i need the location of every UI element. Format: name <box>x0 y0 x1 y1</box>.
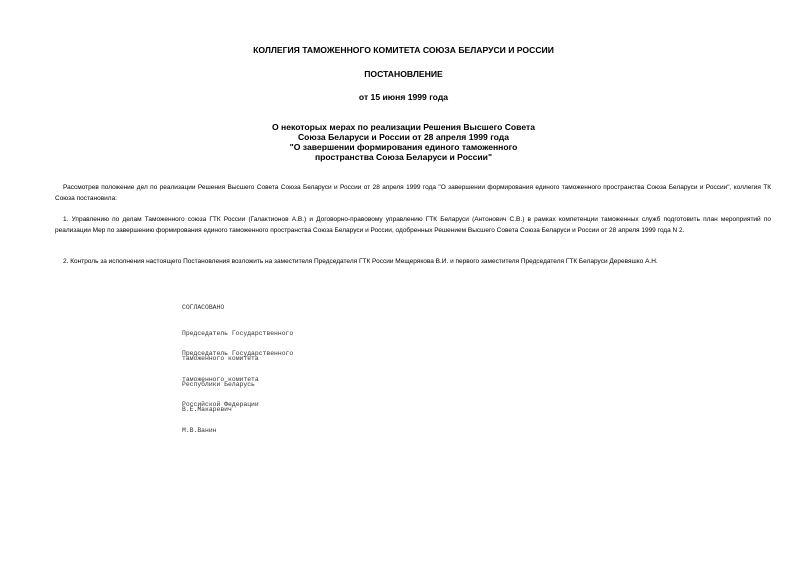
item-1-paragraph <box>55 214 771 236</box>
issuing-authority: КОЛЛЕГИЯ ТАМОЖЕННОГО КОМИТЕТА СОЮЗА БЕЛАРУСИ И РОССИИ <box>253 45 554 55</box>
approval-line: СОГЛАСОВАНО <box>182 304 225 311</box>
approval-line: Российской Федерации <box>182 401 259 408</box>
preamble-text: Рассмотрев положение дел по реализации Решения Высшего Совета Союза Беларуси и России от 28 апреля 1999 года "О завершении формирования единого таможенного пространства Союза Беларуси и России", коллегия ТК Союза постановила: <box>55 184 771 202</box>
approval-line: Председатель Государственного <box>182 350 294 357</box>
title-line: О некоторых мерах по реализации Решения Высшего Совета <box>271 122 535 132</box>
item-2-text: 2. Контроль за исполнения настоящего Постановления возложить на заместителя Председателя ГТК России Мещерякова В.И. и первого заместителя Председателя ГТК Беларуси Деревяшко А.Н. <box>63 258 658 265</box>
approval-line: Председатель Государственного <box>182 329 294 337</box>
approval-line: М.В.Ванин <box>182 426 217 434</box>
approval-block-russia <box>182 333 382 452</box>
title-line: пространства Союза Беларуси и России" <box>314 152 493 162</box>
approval-line: В.Е.Макаревич <box>182 406 232 413</box>
title-line: "О завершении формирования единого таможенного <box>289 142 518 152</box>
approval-line: Республики Беларусь <box>182 380 255 388</box>
approval-line: таможенного комитета <box>182 355 259 362</box>
item-1-text: 1. Управлению по делам Таможенного союза ГТК России (Галактионов А.В.) и Договорно-правовому управлению ГТК Беларуси (Антонович С.В.) в рамках компетенции таможенных служб подготовить план мероприятий по реализации Мер по завершению формирования единого таможенного пространства Союза Беларуси и России, одобренных Решением Высшего Совета Союза Беларуси и России от 28 апреля 1999 года N 2. <box>55 216 771 234</box>
document-date: от 15 июня 1999 года <box>358 92 449 102</box>
document-type: ПОСТАНОВЛЕНИЕ <box>364 69 443 79</box>
approval-line: таможенного комитета <box>182 375 259 383</box>
title-line: Союза Беларуси и России от 28 апреля 1999 года <box>297 132 510 142</box>
item-2-paragraph <box>55 256 771 267</box>
preamble-paragraph <box>55 182 771 204</box>
